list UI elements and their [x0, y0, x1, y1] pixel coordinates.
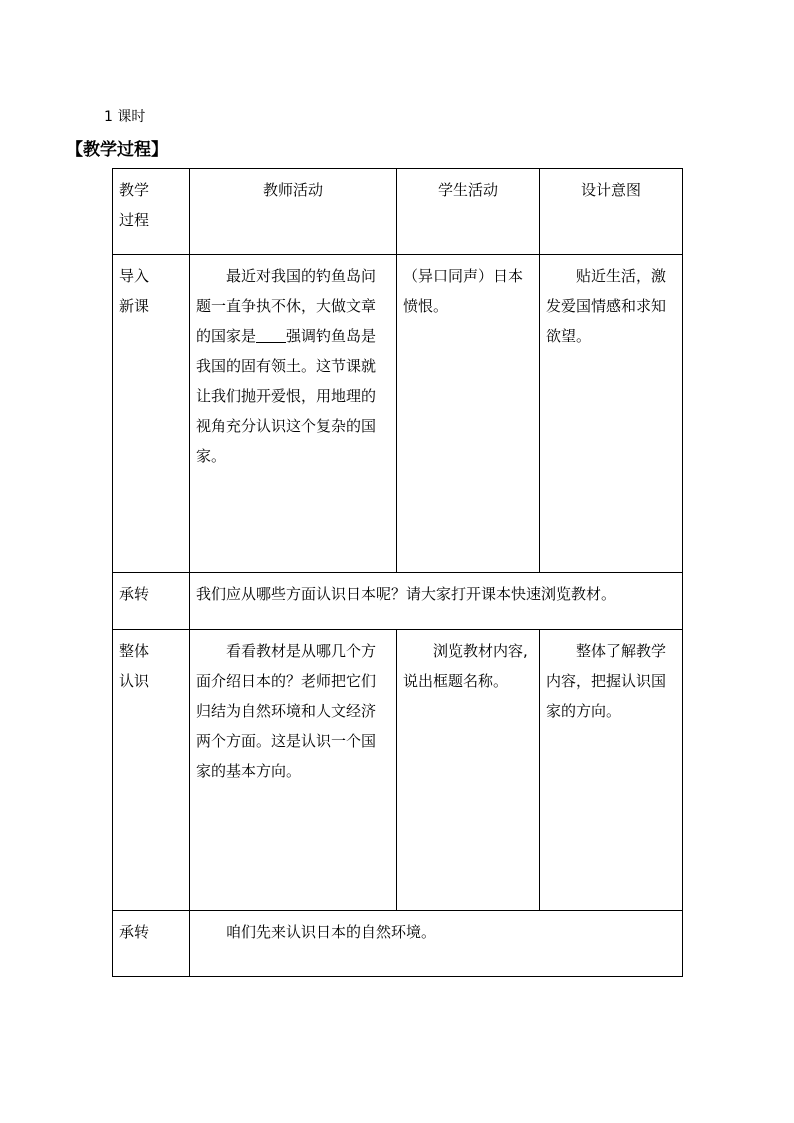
teacher-text-before-blank: 最近对我国的钓鱼岛问题一直争执不休，大做文章的国家是: [196, 267, 377, 345]
stage-cell: 承转: [113, 911, 190, 977]
student-activity-cell: 浏览教材内容,说出框题名称。: [397, 630, 540, 911]
teacher-activity-cell: 我们应从哪些方面认识日本呢？请大家打开课本快速浏览教材。: [190, 573, 683, 630]
section-heading: 【教学过程】: [66, 140, 168, 160]
lesson-process-table: [112, 168, 683, 977]
teacher-text-after-blank: 强调钓鱼岛是我国的固有领土。这节课就让我们抛开爱恨，用地理的视角充分认识这个复杂的国家。: [196, 327, 377, 465]
teacher-activity-cell: [190, 255, 397, 573]
stage-cell: 承转: [113, 573, 190, 630]
class-hours: 1 课时: [104, 109, 146, 125]
design-intent-cell: 贴近生活，激发爱国情感和求知欲望。: [540, 255, 683, 573]
stage-cell: 整体 认识: [113, 630, 190, 911]
teacher-activity-cell: 咱们先来认识日本的自然环境。: [190, 911, 683, 977]
header-student-activity: 学生活动: [397, 169, 540, 255]
table-row-transition-2: [113, 911, 683, 977]
table-header-row: [113, 169, 683, 255]
fill-in-blank: [256, 324, 286, 343]
student-activity-cell: （异口同声）日本愤恨。: [397, 255, 540, 573]
design-intent-cell: 整体了解教学内容，把握认识国家的方向。: [540, 630, 683, 911]
table-row-intro: [113, 255, 683, 573]
header-teacher-activity: 教师活动: [190, 169, 397, 255]
teacher-activity-cell: 看看教材是从哪几个方面介绍日本的？老师把它们归结为自然环境和人文经济两个方面。这是认识一个国家的基本方向。: [190, 630, 397, 911]
header-process: 教学 过程: [113, 169, 190, 255]
table-row-transition-1: [113, 573, 683, 630]
header-design-intent: 设计意图: [540, 169, 683, 255]
stage-cell: 导入 新课: [113, 255, 190, 573]
table-row-overview: [113, 630, 683, 911]
